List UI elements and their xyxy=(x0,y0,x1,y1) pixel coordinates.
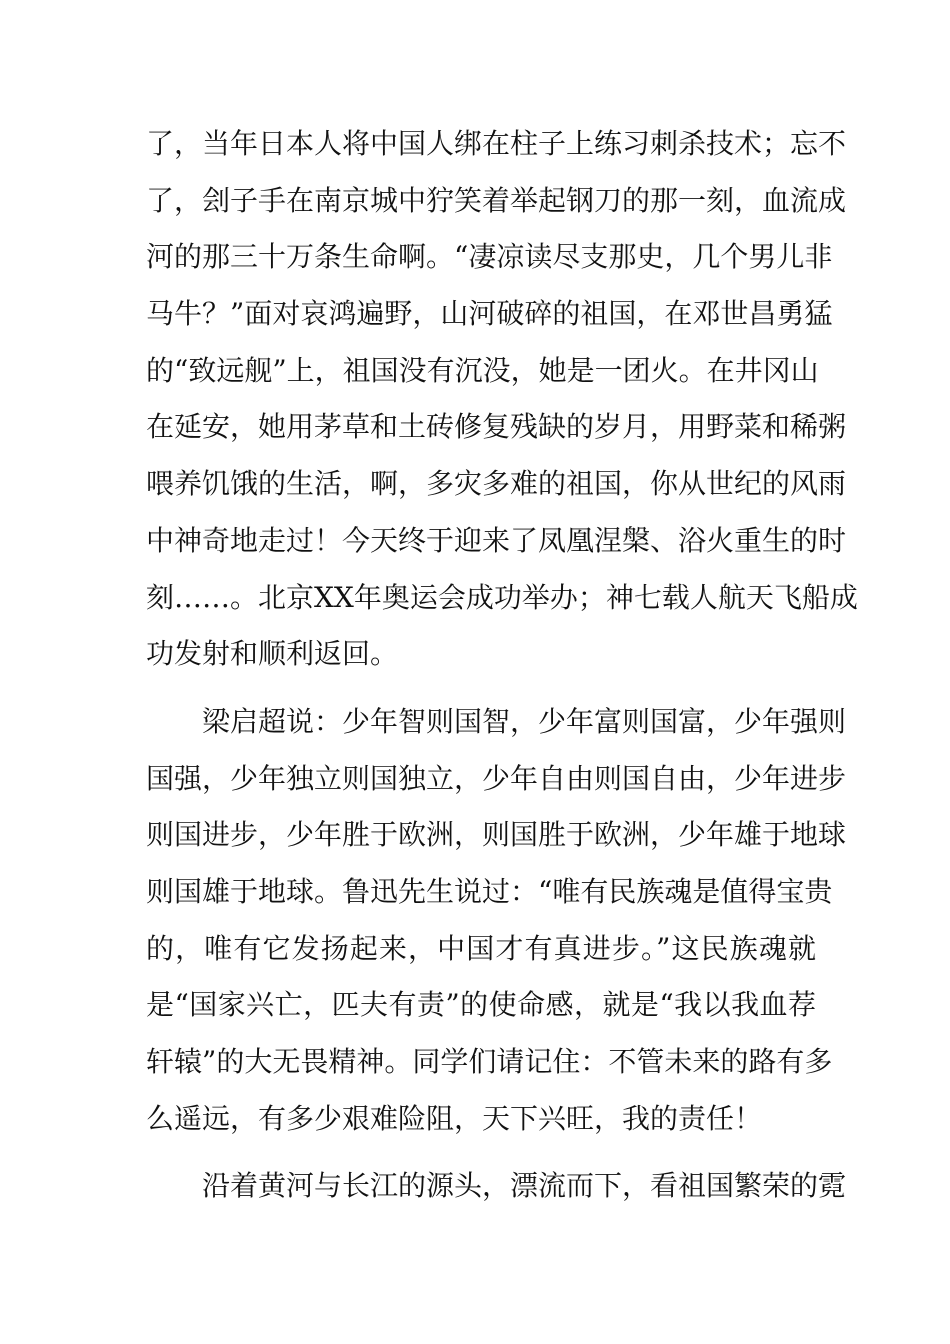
text-line: 马牛？”面对哀鸿遍野，山河破碎的祖国，在邓世昌勇猛 xyxy=(146,297,833,331)
text-line: 河的那三十万条生命啊。“凄凉读尽支那史，几个男儿非 xyxy=(146,240,833,274)
paragraph-1 xyxy=(146,116,858,683)
text-line: 沿着黄河与长江的源头，漂流而下，看祖国繁荣的霓 xyxy=(146,1169,847,1203)
text-line: 了，当年日本人将中国人绑在柱子上练习刺杀技术；忘不 xyxy=(146,127,847,160)
paragraph-3 xyxy=(146,1158,847,1215)
text-line: 国强，少年独立则国独立，少年自由则国自由，少年进步 xyxy=(146,761,847,795)
text-line: 则国进步，少年胜于欧洲，则国胜于欧洲，少年雄于地球 xyxy=(146,818,847,852)
text-line: 喂养饥饿的生活，啊，多灾多难的祖国，你从世纪的风雨 xyxy=(146,467,847,501)
text-line: 则国雄于地球。鲁迅先生说过：“唯有民族魂是值得宝贵 xyxy=(146,874,833,908)
text-line: 的，唯有它发扬起来，中国才有真进步。”这民族魂就 xyxy=(146,931,816,965)
paragraph-spacer xyxy=(146,683,816,694)
text-line: 么遥远，有多少艰难险阻，天下兴旺，我的责任！ xyxy=(146,1101,763,1135)
text-line: 梁启超说：少年智则国智，少年富则国富，少年强则 xyxy=(146,704,847,738)
text-line: 轩辕”的大无畏精神。同学们请记住：不管未来的路有多 xyxy=(146,1045,833,1078)
paragraph-2 xyxy=(146,694,847,1148)
text-line: 了，刽子手在南京城中狞笑着举起钢刀的那一刻，血流成 xyxy=(146,183,847,217)
text-line: 是“国家兴亡，匹夫有责”的使命感，就是“我以我血荐 xyxy=(146,988,816,1022)
text-line: 中神奇地走过！今天终于迎来了凤凰涅槃、浴火重生的时 xyxy=(146,523,847,557)
text-line: 功发射和顺利返回。 xyxy=(146,637,399,671)
paragraph-spacer xyxy=(146,1147,816,1158)
text-line: 的“致远舰”上，祖国没有沉没，她是一团火。在井冈山 xyxy=(146,353,819,387)
body-text xyxy=(146,116,858,1215)
text-line: 在延安，她用茅草和土砖修复残缺的岁月，用野菜和稀粥 xyxy=(146,410,847,444)
text-line: 刻……。北京XX年奥运会成功举办；神七载人航天飞船成 xyxy=(146,580,858,614)
